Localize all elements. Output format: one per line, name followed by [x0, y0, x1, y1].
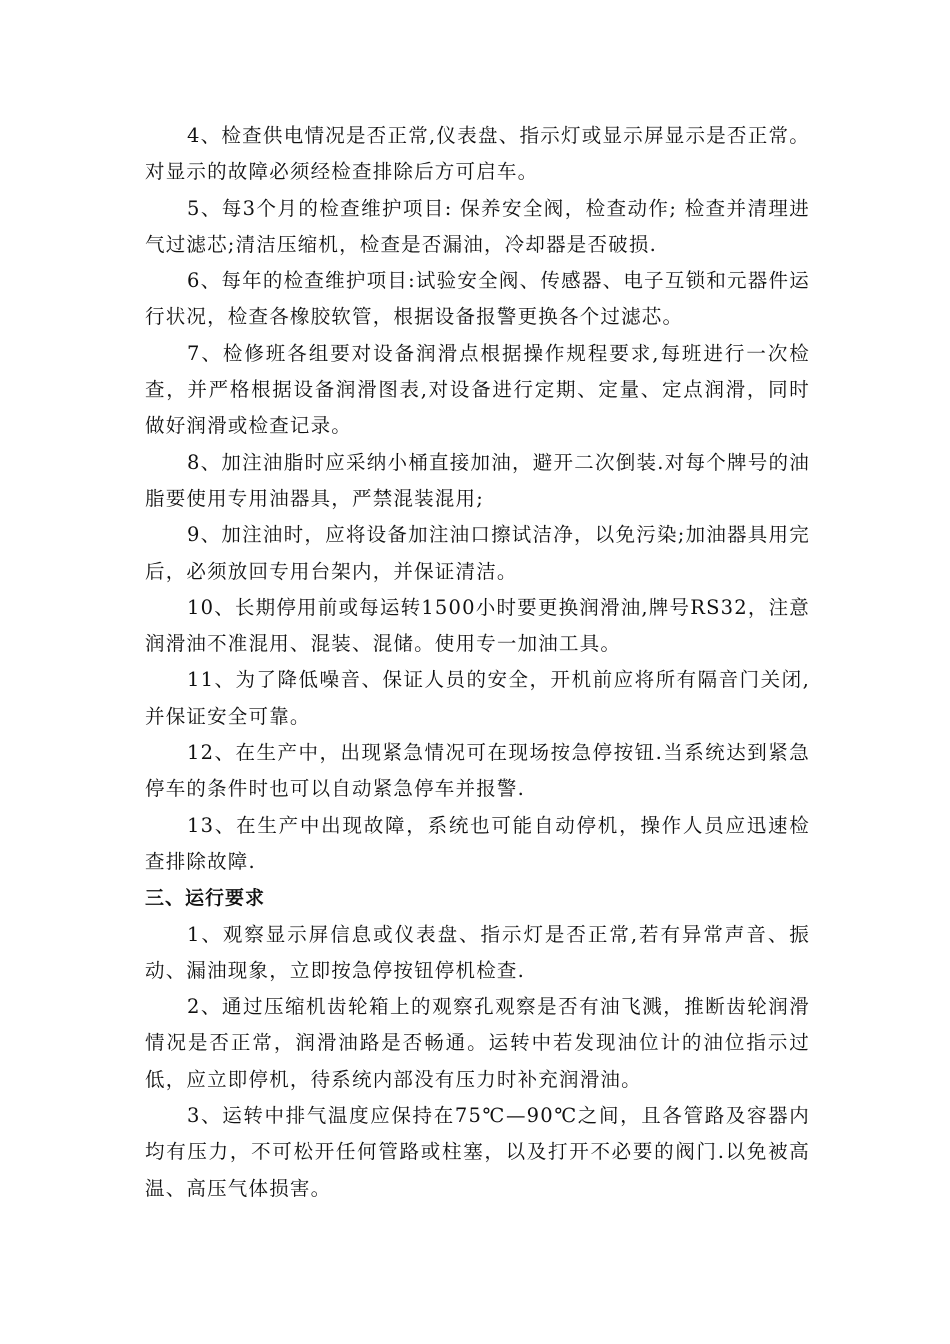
section-heading: 三、运行要求 — [145, 887, 266, 910]
paragraph-item-11: 11、为了降低噪音、保证人员的安全，开机前应将所有隔音门关闭,并保证安全可靠。 — [145, 668, 810, 728]
paragraph-item-7: 7、检修班各组要对设备润滑点根据操作规程要求,每班进行一次检查，并严格根据设备润滑图表,对设备进行定期、定量、定点润滑，同时做好润滑或检查记录。 — [145, 341, 810, 438]
paragraph-item-9: 9、加注油时，应将设备加注油口擦试洁净，以免污染;加油器具用完后，必须放回专用台架内，并保证清洁。 — [145, 523, 810, 583]
document-body — [145, 118, 810, 1207]
section-paragraph-2: 2、通过压缩机齿轮箱上的观察孔观察是否有油飞溅，推断齿轮润滑情况是否正常，润滑油路是否畅通。运转中若发现油位计的油位指示过低，应立即停机，待系统内部没有压力时补充润滑油。 — [145, 995, 810, 1091]
paragraph-item-13: 13、在生产中出现故障，系统也可能自动停机，操作人员应迅速检查排除故障. — [145, 813, 810, 873]
paragraph-item-8: 8、加注油脂时应采纳小桶直接加油，避开二次倒装.对每个牌号的油脂要使用专用油器具，严禁混装混用; — [145, 450, 810, 510]
paragraph-item-12: 12、在生产中，出现紧急情况可在现场按急停按钮.当系统达到紧急停车的条件时也可以自动紧急停车并报警. — [145, 741, 810, 801]
paragraph-item-4: 4、检查供电情况是否正常,仪表盘、指示灯或显示屏显示是否正常。对显示的故障必须经检查排除后方可启车。 — [145, 124, 810, 184]
section-paragraph-1: 1、观察显示屏信息或仪表盘、指示灯是否正常,若有异常声音、振动、漏油现象，立即按急停按钮停机检查. — [145, 922, 810, 982]
section-paragraph-3: 3、运转中排气温度应保持在75℃—90℃之间，且各管路及容器内均有压力，不可松开任何管路或柱塞，以及打开不必要的阀门.以免被高温、高压气体损害。 — [145, 1104, 810, 1200]
paragraph-item-10: 10、长期停用前或每运转1500小时要更换润滑油,牌号RS32，注意润滑油不准混用、混装、混储。使用专一加油工具。 — [145, 595, 810, 656]
paragraph-item-5: 5、每3个月的检查维护项目: 保养安全阀，检查动作; 检查并清理进气过滤芯;清洁压缩机，检查是否漏油，冷却器是否破损. — [145, 196, 810, 256]
paragraph-item-6: 6、每年的检查维护项目:试验安全阀、传感器、电子互锁和元器件运行状况，检查各橡胶软管，根据设备报警更换各个过滤芯。 — [145, 269, 810, 329]
